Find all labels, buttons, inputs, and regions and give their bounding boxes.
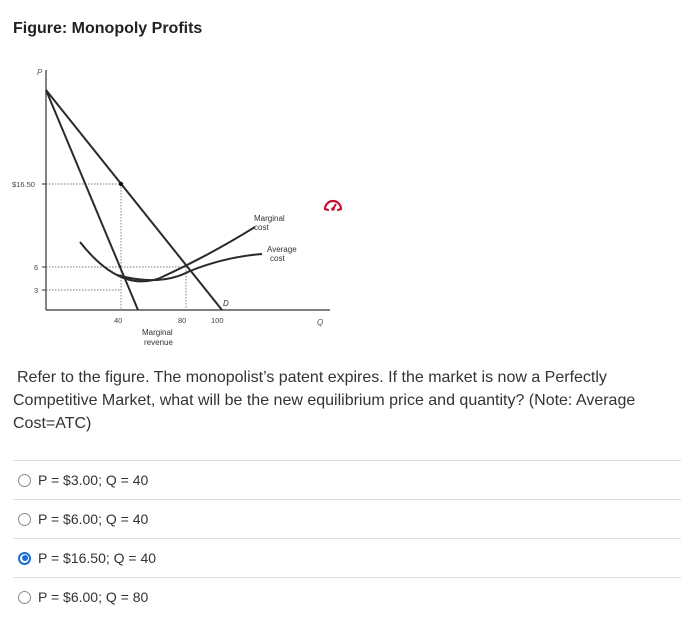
x-axis-label: Q [317, 318, 324, 327]
average-cost-curve [117, 254, 262, 280]
marginal-revenue-label: Marginal [142, 328, 173, 337]
marginal-revenue-label: revenue [144, 338, 173, 347]
answer-options [13, 460, 681, 616]
radio-button-selected[interactable] [18, 552, 31, 565]
answer-option-label: P = $6.00; Q = 40 [38, 511, 149, 527]
radio-button[interactable] [18, 513, 31, 526]
x-tick-label: 40 [114, 316, 123, 325]
question-text [13, 366, 663, 435]
radio-button[interactable] [18, 474, 31, 487]
monopoly-point [119, 182, 123, 186]
answer-option[interactable] [13, 577, 681, 616]
answer-option[interactable] [13, 538, 681, 577]
question-line: Refer to the figure. The monopolist’s patent expires. If the market is now a Perfectly [17, 369, 607, 386]
y-axis-label: P [37, 68, 43, 77]
average-cost-label: Average [267, 245, 297, 254]
y-tick-label: 3 [34, 286, 39, 295]
answer-option-label: P = $6.00; Q = 80 [38, 589, 149, 605]
average-cost-label: cost [270, 254, 285, 263]
figure-title: Figure: Monopoly Profits [13, 20, 203, 37]
answer-option-label: P = $16.50; Q = 40 [38, 550, 157, 566]
gauge-icon[interactable] [322, 196, 344, 214]
monopoly-profits-chart [0, 55, 360, 355]
answer-option-label: P = $3.00; Q = 40 [38, 472, 149, 488]
marginal-cost-label: Marginal [254, 214, 285, 223]
y-tick-label: $16.50 [12, 180, 35, 189]
question-line: Cost=ATC) [13, 415, 92, 432]
demand-label: D [223, 299, 229, 308]
answer-option[interactable] [13, 460, 681, 499]
marginal-cost-label: cost [254, 223, 269, 232]
demand-curve [46, 90, 222, 310]
radio-button[interactable] [18, 591, 31, 604]
x-tick-label: 80 [178, 316, 187, 325]
y-tick-label: 6 [34, 263, 39, 272]
x-tick-label: 100 [211, 316, 224, 325]
answer-option[interactable] [13, 499, 681, 538]
question-line: Competitive Market, what will be the new equilibrium price and quantity? (Note: Average [13, 392, 636, 409]
